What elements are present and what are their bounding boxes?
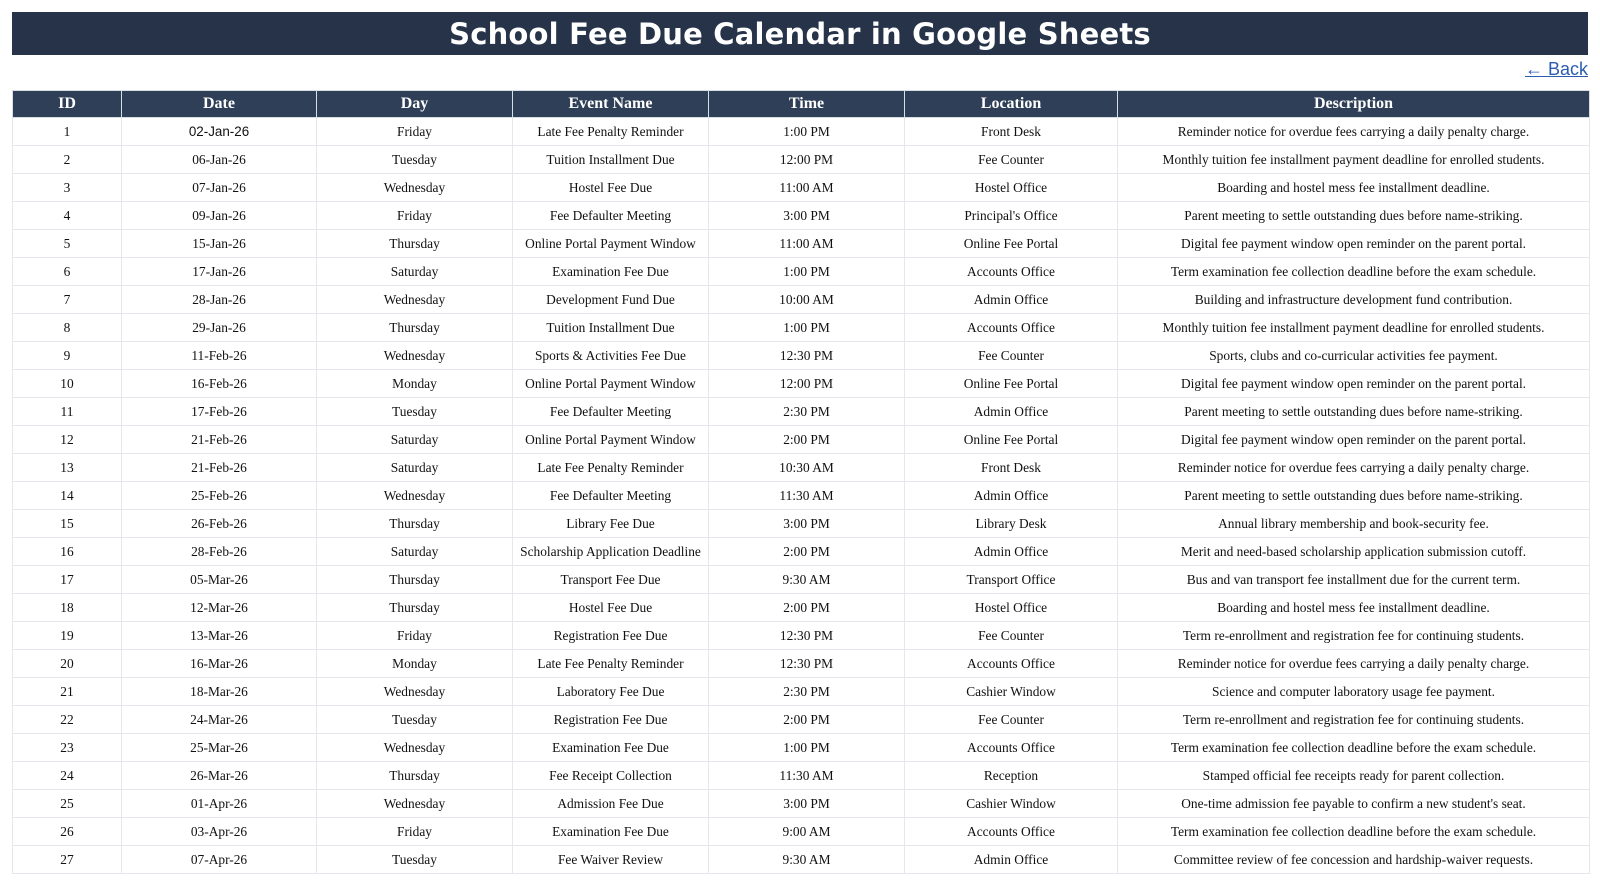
- cell-time[interactable]: 12:30 PM: [709, 650, 905, 678]
- table-row[interactable]: [13, 538, 1590, 566]
- cell-location[interactable]: Fee Counter: [905, 342, 1118, 370]
- cell-date[interactable]: 21-Feb-26: [122, 426, 317, 454]
- cell-description[interactable]: Monthly tuition fee installment payment deadline for enrolled students.: [1118, 146, 1590, 174]
- table-row[interactable]: [13, 370, 1590, 398]
- cell-time[interactable]: 2:30 PM: [709, 678, 905, 706]
- cell-location[interactable]: Online Fee Portal: [905, 230, 1118, 258]
- cell-event-name[interactable]: Admission Fee Due: [513, 790, 709, 818]
- header-row: [13, 91, 1590, 118]
- table-row[interactable]: [13, 510, 1590, 538]
- cell-description[interactable]: Parent meeting to settle outstanding dues before name-striking.: [1118, 398, 1590, 426]
- cell-day[interactable]: Wednesday: [317, 482, 513, 510]
- cell-day[interactable]: Friday: [317, 202, 513, 230]
- cell-description[interactable]: Term re-enrollment and registration fee for continuing students.: [1118, 622, 1590, 650]
- cell-location[interactable]: Hostel Office: [905, 174, 1118, 202]
- cell-description[interactable]: Sports, clubs and co-curricular activities fee payment.: [1118, 342, 1590, 370]
- cell-location[interactable]: Fee Counter: [905, 146, 1118, 174]
- table-row[interactable]: [13, 454, 1590, 482]
- cell-time[interactable]: 1:00 PM: [709, 314, 905, 342]
- cell-date[interactable]: 06-Jan-26: [122, 146, 317, 174]
- cell-time[interactable]: 2:00 PM: [709, 706, 905, 734]
- cell-date[interactable]: 05-Mar-26: [122, 566, 317, 594]
- cell-description[interactable]: Boarding and hostel mess fee installment deadline.: [1118, 594, 1590, 622]
- cell-event-name[interactable]: Laboratory Fee Due: [513, 678, 709, 706]
- cell-time[interactable]: 10:00 AM: [709, 286, 905, 314]
- cell-day[interactable]: Saturday: [317, 538, 513, 566]
- cell-location[interactable]: Online Fee Portal: [905, 426, 1118, 454]
- table-row[interactable]: [13, 258, 1590, 286]
- cell-id[interactable]: 10: [13, 370, 122, 398]
- cell-id[interactable]: 6: [13, 258, 122, 286]
- cell-id[interactable]: 7: [13, 286, 122, 314]
- cell-event-name[interactable]: Online Portal Payment Window: [513, 426, 709, 454]
- cell-date[interactable]: 26-Feb-26: [122, 510, 317, 538]
- cell-day[interactable]: Friday: [317, 622, 513, 650]
- cell-location[interactable]: Online Fee Portal: [905, 370, 1118, 398]
- cell-time[interactable]: 2:00 PM: [709, 538, 905, 566]
- cell-event-name[interactable]: Fee Defaulter Meeting: [513, 202, 709, 230]
- cell-location[interactable]: Cashier Window: [905, 790, 1118, 818]
- cell-description[interactable]: Building and infrastructure development fund contribution.: [1118, 286, 1590, 314]
- cell-id[interactable]: 25: [13, 790, 122, 818]
- cell-location[interactable]: Admin Office: [905, 398, 1118, 426]
- cell-description[interactable]: Boarding and hostel mess fee installment deadline.: [1118, 174, 1590, 202]
- cell-day[interactable]: Friday: [317, 118, 513, 146]
- cell-date[interactable]: 15-Jan-26: [122, 230, 317, 258]
- cell-day[interactable]: Thursday: [317, 230, 513, 258]
- cell-event-name[interactable]: Registration Fee Due: [513, 622, 709, 650]
- cell-event-name[interactable]: Registration Fee Due: [513, 706, 709, 734]
- table-row[interactable]: [13, 118, 1590, 146]
- cell-date[interactable]: 11-Feb-26: [122, 342, 317, 370]
- cell-time[interactable]: 2:00 PM: [709, 426, 905, 454]
- table-body: [13, 118, 1590, 874]
- table-row[interactable]: [13, 566, 1590, 594]
- cell-description[interactable]: Digital fee payment window open reminder on the parent portal.: [1118, 426, 1590, 454]
- cell-time[interactable]: 1:00 PM: [709, 734, 905, 762]
- cell-date[interactable]: 26-Mar-26: [122, 762, 317, 790]
- cell-id[interactable]: 9: [13, 342, 122, 370]
- cell-id[interactable]: 16: [13, 538, 122, 566]
- cell-description[interactable]: Science and computer laboratory usage fee payment.: [1118, 678, 1590, 706]
- cell-id[interactable]: 22: [13, 706, 122, 734]
- table-row[interactable]: [13, 706, 1590, 734]
- cell-time[interactable]: 9:30 AM: [709, 846, 905, 874]
- cell-day[interactable]: Tuesday: [317, 846, 513, 874]
- table-row[interactable]: [13, 286, 1590, 314]
- table-row[interactable]: [13, 146, 1590, 174]
- table-row[interactable]: [13, 790, 1590, 818]
- cell-date[interactable]: 28-Feb-26: [122, 538, 317, 566]
- cell-time[interactable]: 3:00 PM: [709, 790, 905, 818]
- cell-event-name[interactable]: Hostel Fee Due: [513, 594, 709, 622]
- cell-id[interactable]: 1: [13, 118, 122, 146]
- cell-day[interactable]: Tuesday: [317, 398, 513, 426]
- cell-location[interactable]: Accounts Office: [905, 258, 1118, 286]
- page-title-bar: [12, 12, 1588, 55]
- cell-location[interactable]: Accounts Office: [905, 314, 1118, 342]
- cell-time[interactable]: 11:00 AM: [709, 230, 905, 258]
- cell-location[interactable]: Transport Office: [905, 566, 1118, 594]
- cell-date[interactable]: 18-Mar-26: [122, 678, 317, 706]
- cell-location[interactable]: Hostel Office: [905, 594, 1118, 622]
- fee-calendar-table: [12, 90, 1590, 874]
- cell-event-name[interactable]: Tuition Installment Due: [513, 314, 709, 342]
- cell-date[interactable]: 17-Jan-26: [122, 258, 317, 286]
- cell-id[interactable]: 4: [13, 202, 122, 230]
- cell-id[interactable]: 26: [13, 818, 122, 846]
- cell-id[interactable]: 23: [13, 734, 122, 762]
- cell-description[interactable]: Digital fee payment window open reminder on the parent portal.: [1118, 230, 1590, 258]
- table-row[interactable]: [13, 678, 1590, 706]
- column-header-event-name[interactable]: Event Name: [513, 91, 709, 118]
- column-header-id[interactable]: ID: [13, 91, 122, 118]
- cell-time[interactable]: 12:00 PM: [709, 146, 905, 174]
- cell-day[interactable]: Saturday: [317, 454, 513, 482]
- cell-event-name[interactable]: Fee Waiver Review: [513, 846, 709, 874]
- cell-time[interactable]: 11:30 AM: [709, 762, 905, 790]
- cell-id[interactable]: 18: [13, 594, 122, 622]
- cell-location[interactable]: Front Desk: [905, 454, 1118, 482]
- cell-day[interactable]: Thursday: [317, 566, 513, 594]
- table-row[interactable]: [13, 230, 1590, 258]
- cell-time[interactable]: 2:30 PM: [709, 398, 905, 426]
- cell-description[interactable]: Parent meeting to settle outstanding dues before name-striking.: [1118, 482, 1590, 510]
- cell-event-name[interactable]: Transport Fee Due: [513, 566, 709, 594]
- cell-day[interactable]: Tuesday: [317, 706, 513, 734]
- cell-day[interactable]: Monday: [317, 370, 513, 398]
- column-header-day[interactable]: Day: [317, 91, 513, 118]
- cell-description[interactable]: Reminder notice for overdue fees carrying a daily penalty charge.: [1118, 650, 1590, 678]
- cell-location[interactable]: Library Desk: [905, 510, 1118, 538]
- cell-event-name[interactable]: Examination Fee Due: [513, 258, 709, 286]
- cell-description[interactable]: Bus and van transport fee installment due for the current term.: [1118, 566, 1590, 594]
- cell-day[interactable]: Thursday: [317, 510, 513, 538]
- cell-id[interactable]: 20: [13, 650, 122, 678]
- cell-time[interactable]: 9:00 AM: [709, 818, 905, 846]
- cell-date[interactable]: 02-Jan-26: [122, 118, 317, 146]
- cell-date[interactable]: 29-Jan-26: [122, 314, 317, 342]
- column-header-description[interactable]: Description: [1118, 91, 1590, 118]
- cell-location[interactable]: Accounts Office: [905, 734, 1118, 762]
- cell-id[interactable]: 17: [13, 566, 122, 594]
- cell-event-name[interactable]: Late Fee Penalty Reminder: [513, 454, 709, 482]
- cell-location[interactable]: Admin Office: [905, 538, 1118, 566]
- cell-day[interactable]: Wednesday: [317, 678, 513, 706]
- cell-day[interactable]: Thursday: [317, 762, 513, 790]
- cell-event-name[interactable]: Late Fee Penalty Reminder: [513, 118, 709, 146]
- cell-time[interactable]: 11:30 AM: [709, 482, 905, 510]
- cell-date[interactable]: 16-Feb-26: [122, 370, 317, 398]
- cell-description[interactable]: Committee review of fee concession and hardship-waiver requests.: [1118, 846, 1590, 874]
- cell-date[interactable]: 25-Feb-26: [122, 482, 317, 510]
- cell-location[interactable]: Admin Office: [905, 846, 1118, 874]
- cell-day[interactable]: Wednesday: [317, 286, 513, 314]
- cell-event-name[interactable]: Development Fund Due: [513, 286, 709, 314]
- table-row[interactable]: [13, 398, 1590, 426]
- cell-time[interactable]: 12:30 PM: [709, 622, 905, 650]
- table-row[interactable]: [13, 734, 1590, 762]
- cell-location[interactable]: Accounts Office: [905, 650, 1118, 678]
- table-row[interactable]: [13, 650, 1590, 678]
- cell-location[interactable]: Fee Counter: [905, 622, 1118, 650]
- cell-time[interactable]: 11:00 AM: [709, 174, 905, 202]
- table-row[interactable]: [13, 818, 1590, 846]
- cell-description[interactable]: Annual library membership and book-security fee.: [1118, 510, 1590, 538]
- cell-event-name[interactable]: Library Fee Due: [513, 510, 709, 538]
- cell-id[interactable]: 15: [13, 510, 122, 538]
- cell-date[interactable]: 24-Mar-26: [122, 706, 317, 734]
- cell-location[interactable]: Admin Office: [905, 286, 1118, 314]
- cell-event-name[interactable]: Fee Defaulter Meeting: [513, 482, 709, 510]
- cell-event-name[interactable]: Sports & Activities Fee Due: [513, 342, 709, 370]
- cell-day[interactable]: Thursday: [317, 314, 513, 342]
- cell-event-name[interactable]: Examination Fee Due: [513, 734, 709, 762]
- table-row[interactable]: [13, 202, 1590, 230]
- column-header-location[interactable]: Location: [905, 91, 1118, 118]
- cell-day[interactable]: Wednesday: [317, 342, 513, 370]
- cell-day[interactable]: Wednesday: [317, 790, 513, 818]
- cell-date[interactable]: 13-Mar-26: [122, 622, 317, 650]
- cell-id[interactable]: 3: [13, 174, 122, 202]
- table-row[interactable]: [13, 594, 1590, 622]
- table-row[interactable]: [13, 622, 1590, 650]
- table-row[interactable]: [13, 426, 1590, 454]
- cell-date[interactable]: 09-Jan-26: [122, 202, 317, 230]
- cell-time[interactable]: 9:30 AM: [709, 566, 905, 594]
- cell-event-name[interactable]: Fee Receipt Collection: [513, 762, 709, 790]
- cell-date[interactable]: 01-Apr-26: [122, 790, 317, 818]
- table-row[interactable]: [13, 314, 1590, 342]
- table-row[interactable]: [13, 342, 1590, 370]
- cell-day[interactable]: Wednesday: [317, 734, 513, 762]
- page-title: School Fee Due Calendar in Google Sheets: [449, 16, 1151, 51]
- cell-location[interactable]: Reception: [905, 762, 1118, 790]
- cell-time[interactable]: 1:00 PM: [709, 258, 905, 286]
- cell-time[interactable]: 1:00 PM: [709, 118, 905, 146]
- cell-event-name[interactable]: Tuition Installment Due: [513, 146, 709, 174]
- cell-id[interactable]: 5: [13, 230, 122, 258]
- cell-time[interactable]: 3:00 PM: [709, 510, 905, 538]
- cell-id[interactable]: 21: [13, 678, 122, 706]
- cell-date[interactable]: 17-Feb-26: [122, 398, 317, 426]
- table-header: [13, 91, 1590, 118]
- cell-description[interactable]: Parent meeting to settle outstanding dues before name-striking.: [1118, 202, 1590, 230]
- column-header-time[interactable]: Time: [709, 91, 905, 118]
- table-row[interactable]: [13, 482, 1590, 510]
- cell-day[interactable]: Saturday: [317, 426, 513, 454]
- cell-id[interactable]: 24: [13, 762, 122, 790]
- cell-location[interactable]: Front Desk: [905, 118, 1118, 146]
- cell-date[interactable]: 21-Feb-26: [122, 454, 317, 482]
- cell-time[interactable]: 12:00 PM: [709, 370, 905, 398]
- cell-date[interactable]: 07-Jan-26: [122, 174, 317, 202]
- cell-date[interactable]: 03-Apr-26: [122, 818, 317, 846]
- cell-location[interactable]: Admin Office: [905, 482, 1118, 510]
- cell-description[interactable]: Reminder notice for overdue fees carrying a daily penalty charge.: [1118, 454, 1590, 482]
- cell-day[interactable]: Tuesday: [317, 146, 513, 174]
- cell-id[interactable]: 2: [13, 146, 122, 174]
- table-row[interactable]: [13, 762, 1590, 790]
- cell-event-name[interactable]: Scholarship Application Deadline: [513, 538, 709, 566]
- cell-location[interactable]: Cashier Window: [905, 678, 1118, 706]
- cell-id[interactable]: 27: [13, 846, 122, 874]
- cell-description[interactable]: Term re-enrollment and registration fee for continuing students.: [1118, 706, 1590, 734]
- table-row[interactable]: [13, 846, 1590, 874]
- table-row[interactable]: [13, 174, 1590, 202]
- cell-description[interactable]: Merit and need-based scholarship application submission cutoff.: [1118, 538, 1590, 566]
- cell-description[interactable]: Monthly tuition fee installment payment deadline for enrolled students.: [1118, 314, 1590, 342]
- cell-location[interactable]: Principal's Office: [905, 202, 1118, 230]
- cell-location[interactable]: Fee Counter: [905, 706, 1118, 734]
- cell-description[interactable]: Reminder notice for overdue fees carrying a daily penalty charge.: [1118, 118, 1590, 146]
- cell-date[interactable]: 07-Apr-26: [122, 846, 317, 874]
- cell-event-name[interactable]: Online Portal Payment Window: [513, 230, 709, 258]
- cell-time[interactable]: 3:00 PM: [709, 202, 905, 230]
- cell-description[interactable]: One-time admission fee payable to confirm a new student's seat.: [1118, 790, 1590, 818]
- cell-date[interactable]: 25-Mar-26: [122, 734, 317, 762]
- cell-id[interactable]: 12: [13, 426, 122, 454]
- cell-event-name[interactable]: Hostel Fee Due: [513, 174, 709, 202]
- cell-date[interactable]: 12-Mar-26: [122, 594, 317, 622]
- cell-day[interactable]: Friday: [317, 818, 513, 846]
- cell-day[interactable]: Wednesday: [317, 174, 513, 202]
- cell-date[interactable]: 16-Mar-26: [122, 650, 317, 678]
- cell-day[interactable]: Thursday: [317, 594, 513, 622]
- cell-event-name[interactable]: Examination Fee Due: [513, 818, 709, 846]
- cell-description[interactable]: Term examination fee collection deadline before the exam schedule.: [1118, 734, 1590, 762]
- back-link[interactable]: ← Back: [1524, 59, 1588, 79]
- cell-day[interactable]: Monday: [317, 650, 513, 678]
- cell-id[interactable]: 14: [13, 482, 122, 510]
- cell-event-name[interactable]: Late Fee Penalty Reminder: [513, 650, 709, 678]
- cell-location[interactable]: Accounts Office: [905, 818, 1118, 846]
- cell-description[interactable]: Stamped official fee receipts ready for parent collection.: [1118, 762, 1590, 790]
- cell-description[interactable]: Term examination fee collection deadline before the exam schedule.: [1118, 818, 1590, 846]
- cell-day[interactable]: Saturday: [317, 258, 513, 286]
- cell-time[interactable]: 10:30 AM: [709, 454, 905, 482]
- cell-id[interactable]: 19: [13, 622, 122, 650]
- cell-time[interactable]: 12:30 PM: [709, 342, 905, 370]
- cell-id[interactable]: 8: [13, 314, 122, 342]
- cell-event-name[interactable]: Fee Defaulter Meeting: [513, 398, 709, 426]
- cell-date[interactable]: 28-Jan-26: [122, 286, 317, 314]
- column-header-date[interactable]: Date: [122, 91, 317, 118]
- cell-id[interactable]: 13: [13, 454, 122, 482]
- cell-time[interactable]: 2:00 PM: [709, 594, 905, 622]
- cell-event-name[interactable]: Online Portal Payment Window: [513, 370, 709, 398]
- cell-id[interactable]: 11: [13, 398, 122, 426]
- cell-description[interactable]: Digital fee payment window open reminder on the parent portal.: [1118, 370, 1590, 398]
- cell-description[interactable]: Term examination fee collection deadline before the exam schedule.: [1118, 258, 1590, 286]
